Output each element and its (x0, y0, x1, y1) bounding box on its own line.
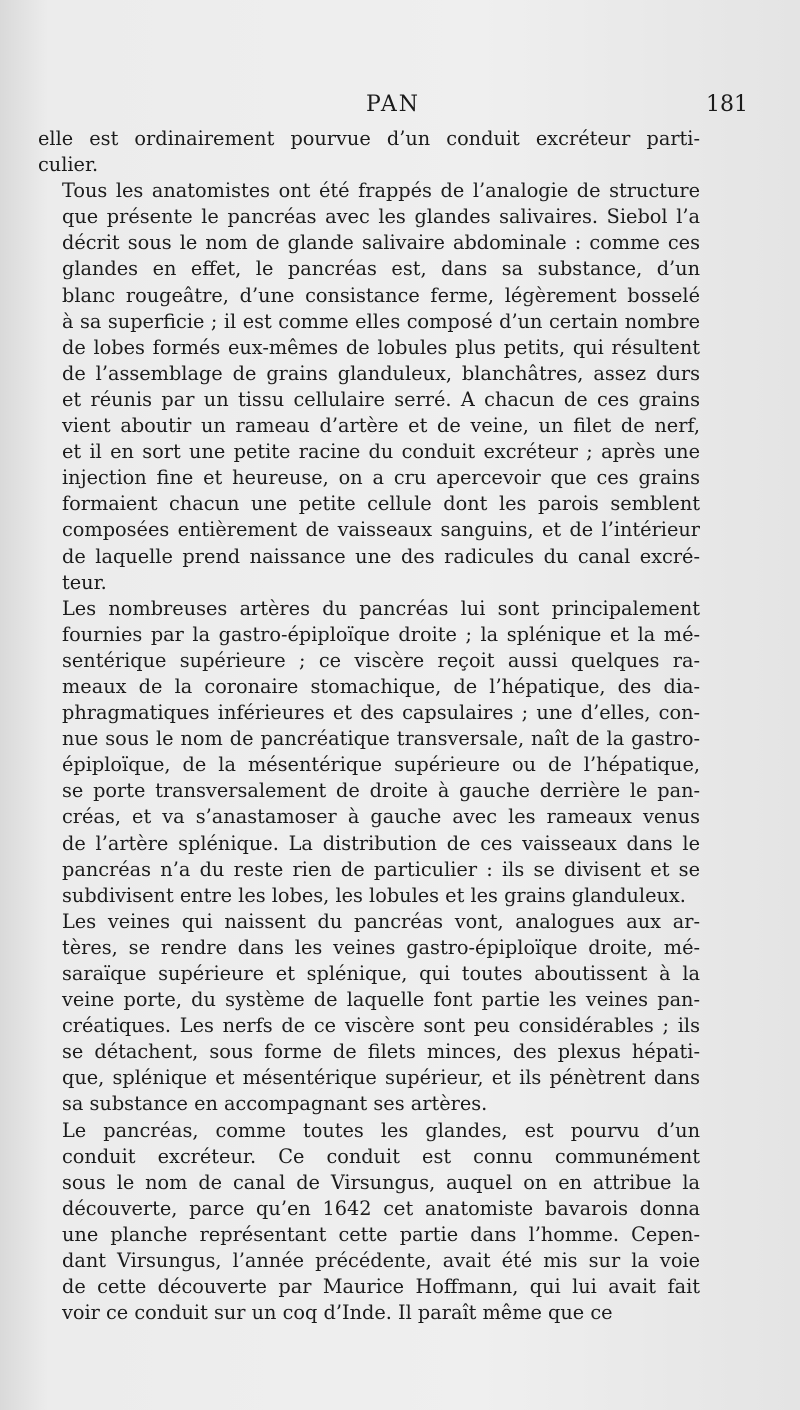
text-line: de lobes formés eux-mêmes de lobules plus petits, qui résultent (62, 335, 700, 359)
text-line: de l’artère splénique. La distribution de ces vaisseaux dans le (62, 831, 700, 855)
text-line: se détachent, sous forme de filets minces, des plexus hépati- (62, 1040, 700, 1064)
text-line: dant Virsungus, l’année précédente, avait été mis sur la voie (62, 1249, 700, 1273)
text-line: de cette découverte par Maurice Hoffmann, qui lui avait fait (62, 1275, 700, 1299)
paragraph (38, 178, 700, 596)
paragraph (38, 909, 700, 1118)
paragraph (38, 126, 700, 178)
page-header (38, 92, 748, 122)
running-title: PAN (366, 92, 420, 117)
text-line: à sa superficie ; il est comme elles composé d’un certain nombre (62, 309, 700, 333)
text-line: veine porte, du système de laquelle font partie les veines pan- (62, 988, 700, 1012)
text-line: découverte, parce qu’en 1642 cet anatomiste bavarois donna (62, 1196, 700, 1220)
text-line: nue sous le nom de pancréatique transversale, naît de la gastro- (62, 727, 700, 751)
text-line: Le pancréas, comme toutes les glandes, est pourvu d’un (62, 1118, 700, 1142)
text-line: teur. (62, 570, 107, 594)
text-line: de l’assemblage de grains glanduleux, blanchâtres, assez durs (62, 361, 700, 385)
text-line: fournies par la gastro-épiploïque droite ; la splénique et la mé- (62, 622, 700, 646)
text-line: injection fine et heureuse, on a cru apercevoir que ces grains (62, 466, 700, 490)
text-line: composées entièrement de vaisseaux sanguins, et de l’intérieur (62, 518, 700, 542)
text-line: sous le nom de canal de Virsungus, auquel on en attribue la (62, 1170, 700, 1194)
text-line: culier. (38, 153, 99, 177)
text-line: phragmatiques inférieures et des capsulaires ; une d’elles, con- (62, 701, 700, 725)
text-line: voir ce conduit sur un coq d’Inde. Il paraît même que ce (62, 1301, 613, 1325)
text-line: tères, se rendre dans les veines gastro-épiploïque droite, mé- (62, 935, 700, 959)
text-line: meaux de la coronaire stomachique, de l’hépatique, des dia- (62, 674, 700, 698)
text-line: elle est ordinairement pourvue d’un conduit excréteur parti- (38, 127, 700, 150)
text-line: sa substance en accompagnant ses artères. (62, 1092, 488, 1116)
text-line: Les nombreuses artères du pancréas lui sont principalement (62, 596, 700, 620)
text-line: et réunis par un tissu cellulaire serré. A chacun de ces grains (62, 387, 700, 411)
text-line: formaient chacun une petite cellule dont les parois semblent (62, 492, 700, 516)
text-line: créatiques. Les nerfs de ce viscère sont peu considérables ; ils (62, 1014, 700, 1038)
text-line: se porte transversalement de droite à gauche derrière le pan- (62, 779, 700, 803)
text-line: épiploïque, de la mésentérique supérieure ou de l’hépatique, (62, 753, 700, 777)
text-line: que, splénique et mésentérique supérieur, et ils pénètrent dans (62, 1066, 700, 1090)
body-text (38, 126, 700, 1326)
text-line: décrit sous le nom de glande salivaire abdominale : comme ces (62, 231, 700, 255)
text-line: glandes en effet, le pancréas est, dans sa substance, d’un (62, 257, 700, 281)
text-line: subdivisent entre les lobes, les lobules et les grains glanduleux. (62, 883, 686, 907)
text-line: vient aboutir un rameau d’artère et de veine, un filet de nerf, (62, 414, 700, 438)
text-line: que présente le pancréas avec les glandes salivaires. Siebol l’a (62, 205, 700, 229)
text-line: de laquelle prend naissance une des radicules du canal excré- (62, 544, 700, 568)
text-line: et il en sort une petite racine du conduit excréteur ; après une (62, 440, 700, 464)
text-line: pancréas n’a du reste rien de particulier : ils se divisent et se (62, 857, 700, 881)
text-line: conduit excréteur. Ce conduit est connu communément (62, 1144, 700, 1168)
paragraph (38, 596, 700, 909)
text-line: blanc rougeâtre, d’une consistance ferme, légèrement bosselé (62, 283, 700, 307)
paragraph (38, 1118, 700, 1327)
text-line: Tous les anatomistes ont été frappés de l’analogie de structure (62, 179, 700, 203)
text-line: saraïque supérieure et splénique, qui toutes aboutissent à la (62, 962, 700, 985)
text-line: Les veines qui naissent du pancréas vont, analogues aux ar- (62, 909, 700, 933)
page-number: 181 (706, 92, 748, 117)
text-line: sentérique supérieure ; ce viscère reçoit aussi quelques ra- (62, 648, 700, 672)
text-line: une planche représentant cette partie dans l’homme. Cepen- (62, 1222, 700, 1246)
text-line: créas, et va s’anastamoser à gauche avec les rameaux venus (62, 805, 700, 829)
